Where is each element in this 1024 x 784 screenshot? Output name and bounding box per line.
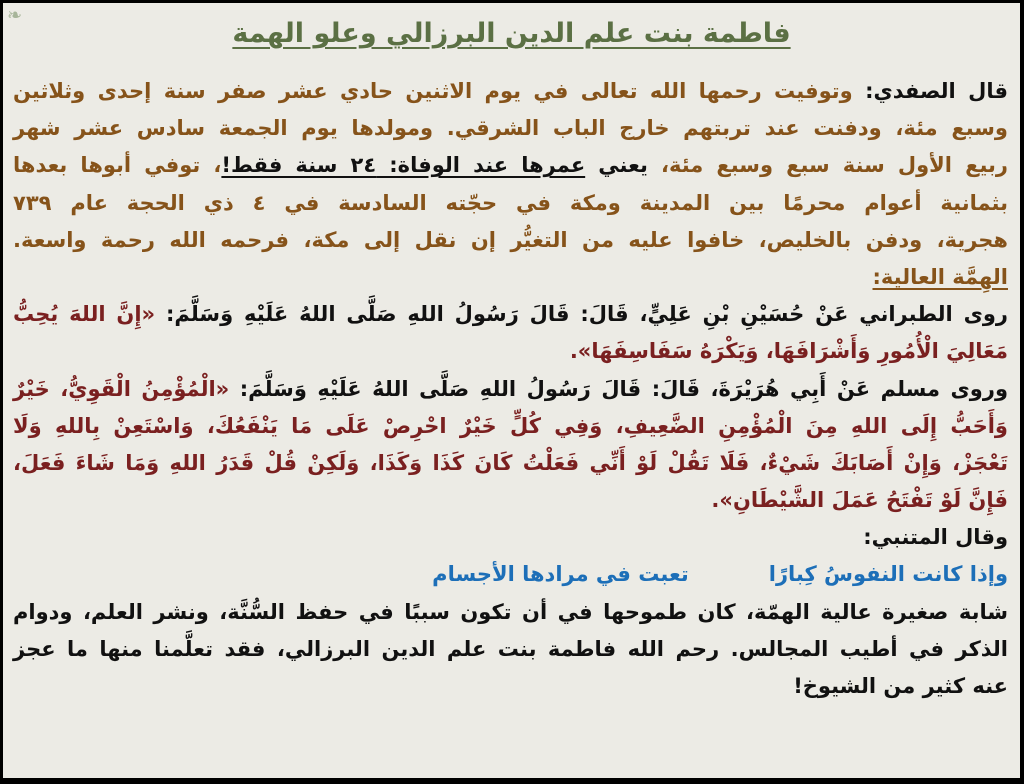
- poem-first-hemistich: وإذا كانت النفوسُ كِبارًا: [768, 562, 1008, 587]
- text-line-7: روى الطبراني عَنْ حُسَيْنِ بْنِ عَلِيٍّ، قَالَ: قَالَ رَسُولُ اللهِ صَلَّى اللهُ عَلَيْهِ وَسَلَّمَ: «إِنَّ اللهَ يُحِبُّ: [13, 302, 1009, 327]
- text-line-8: مَعَالِيَ الْأُمُورِ وَأَشْرَافَهَا، وَيَكْرَهُ سَفَاسِفَهَا».: [569, 339, 1008, 364]
- text-line-16: الذكر في أطيب المجالس. رحم الله فاطمة بنت علم الدين البرزالي، فقد تعلَّمنا منها ما عجز: [13, 636, 1008, 661]
- section-heading: الهِمَّة العالية:: [872, 264, 1008, 289]
- poem-verse: [13, 556, 1008, 593]
- text-line-11: تَعْجَزْ، وَإِنْ أَصَابَكَ شَيْءٌ، فَلَا تَقُلْ لَوْ أَنِّي فَعَلْتُ كَانَ كَذَا وَكَذَا، وَلَكِنْ قُلْ قَدَرُ اللهِ وَمَا شَاءَ فَعَلَ،: [13, 450, 1008, 475]
- text-line-9: وروى مسلم عَنْ أَبِي هُرَيْرَةَ، قَالَ: قَالَ رَسُولُ اللهِ صَلَّى اللهُ عَلَيْهِ وَسَلَّمَ: «الْمُؤْمِنُ الْقَوِيُّ، خَيْرٌ: [13, 376, 1008, 401]
- article-body: [13, 73, 1008, 705]
- text-line-5: هجرية، ودفن بالخليص، خافوا عليه من التغيُّر إن نقل إلى مكة، فرحمه الله رحمة واسعة.: [13, 227, 1008, 252]
- text-line-1: قال الصفدي: وتوفيت رحمها الله تعالى في يوم الاثنين حادي عشر صفر سنة إحدى وثلاثين: [13, 79, 1008, 103]
- document-page: [3, 3, 1020, 778]
- text-line-12: فَإِنَّ لَوْ تَفْتَحُ عَمَلَ الشَّيْطَانِ».: [711, 488, 1008, 513]
- text-line-3: ربيع الأول سنة سبع وسبع مئة، يعني عمرها عند الوفاة: ٢٤ سنة فقط!، توفي أبوها بعدها: [13, 153, 1008, 178]
- text-line-13: وقال المتنبي:: [863, 525, 1008, 550]
- page-title: فاطمة بنت علم الدين البرزالي وعلو الهمة: [232, 18, 791, 49]
- poem-second-hemistich: تعبت في مرادها الأجسام: [432, 562, 689, 587]
- age-at-death-highlight: عمرها عند الوفاة: ٢٤ سنة فقط!: [221, 153, 586, 178]
- text-line-4: بثمانية أعوام محرمًا بين المدينة ومكة في حجّته السادسة في ٤ ذي الحجة عام ٧٣٩: [13, 190, 1008, 215]
- text-line-17: عنه كثير من الشيوخ!: [793, 674, 1008, 698]
- text-line-15: شابة صغيرة عالية الهمّة، كان طموحها في أن تكون سببًا في حفظ السُّنَّة، ونشر العلم، ودوام: [13, 599, 1008, 624]
- text-line-10: وَأَحَبُّ إِلَى اللهِ مِنَ الْمُؤْمِنِ الضَّعِيفِ، وَفِي كُلٍّ خَيْرٌ احْرِصْ عَلَى مَا يَنْفَعُكَ، وَاسْتَعِنْ بِاللهِ وَلَا: [13, 413, 1008, 438]
- text-line-2: وسبع مئة، ودفنت عند تربتهم خارج الباب الشرقي. ومولدها يوم الجمعة سادس عشر شهر: [13, 116, 1008, 141]
- fleuron-ornament-icon: ❧: [7, 5, 23, 26]
